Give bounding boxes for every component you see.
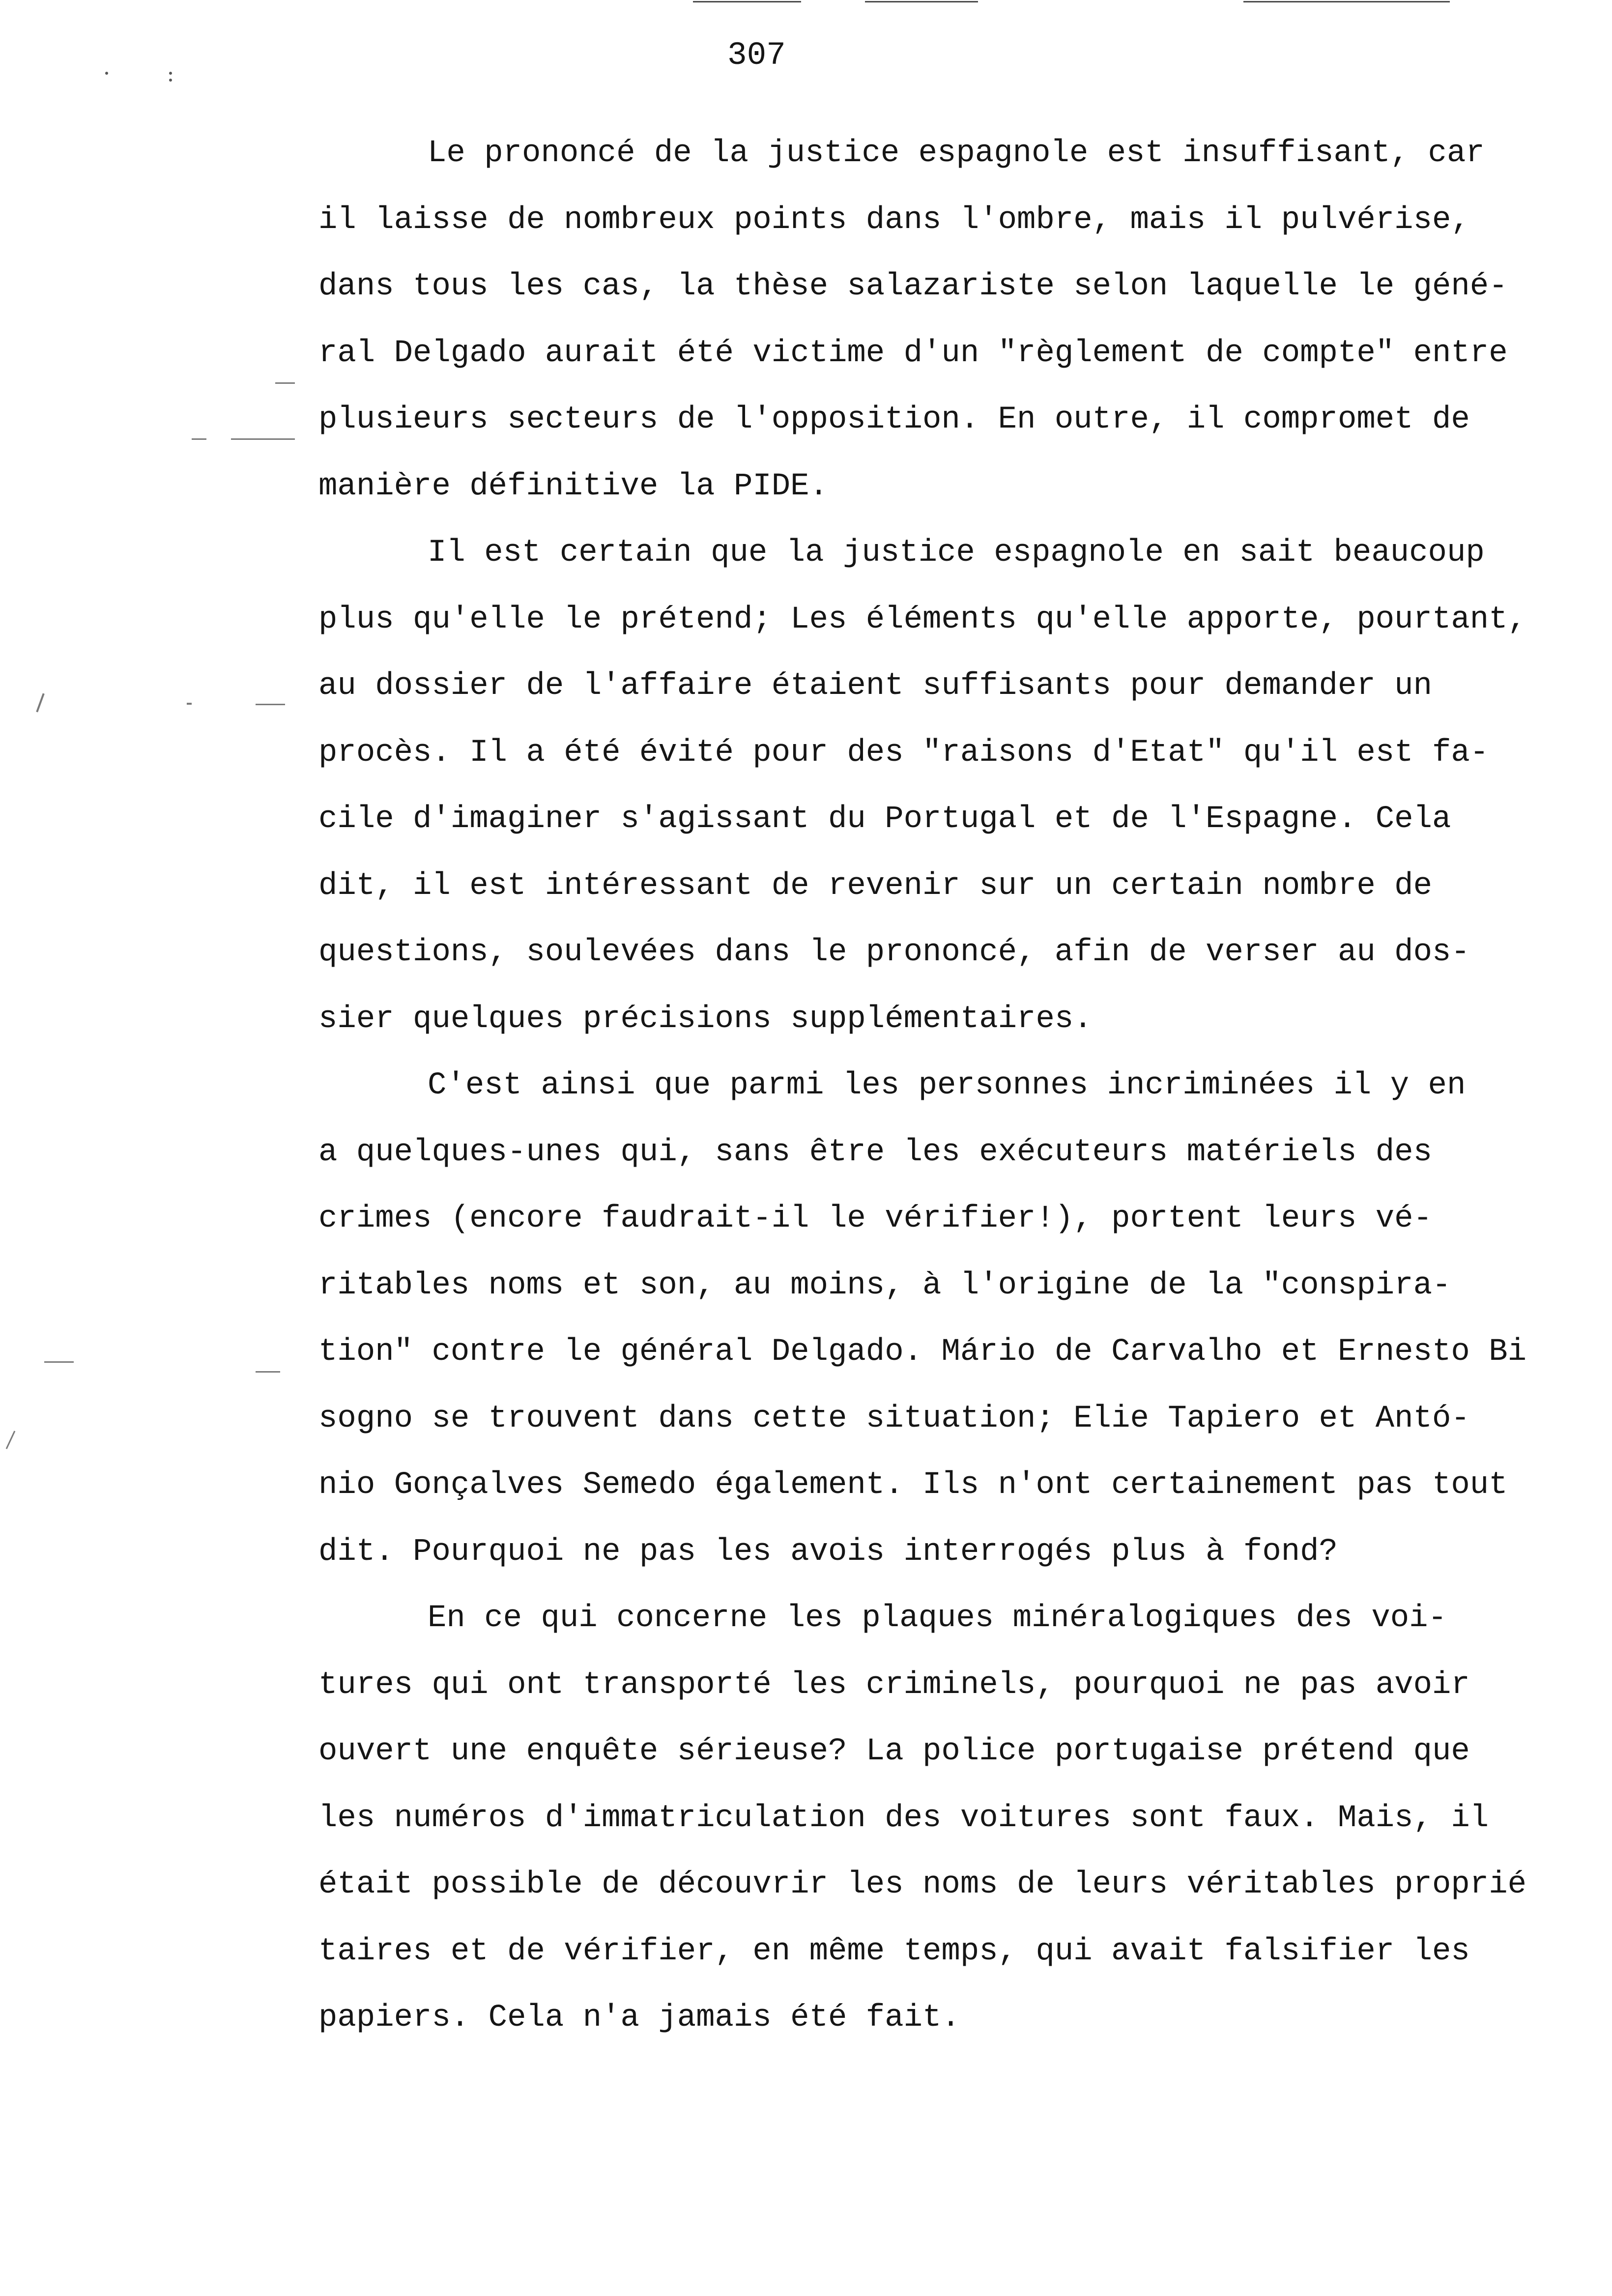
text-line: papiers. Cela n'a jamais été fait.	[318, 2000, 960, 2036]
text-line: ral Delgado aurait été victime d'un "règlement de compte" entre	[318, 335, 1508, 371]
text-line: sier quelques précisions supplémentaires.	[318, 1001, 1093, 1037]
text-line: Le prononcé de la justice espagnole est insuffisant, car	[428, 136, 1485, 171]
margin-mark	[105, 72, 108, 75]
text-line: nio Gonçalves Semedo également. Ils n'ont certainement pas tout	[318, 1467, 1508, 1503]
margin-mark	[44, 1361, 74, 1363]
margin-mark	[6, 1431, 16, 1449]
text-line: tures qui ont transporté les criminels, pourquoi ne pas avoir	[318, 1667, 1470, 1703]
text-line: plusieurs secteurs de l'opposition. En outre, il compromet de	[318, 402, 1470, 437]
text-line: C'est ainsi que parmi les personnes incriminées il y en	[428, 1068, 1466, 1103]
page-number: 307	[727, 37, 786, 74]
text-line: ritables noms et son, au moins, à l'origine de la "conspira-	[318, 1267, 1451, 1303]
margin-mark	[256, 704, 285, 705]
text-line: procès. Il a été évité pour des "raisons d'Etat" qu'il est fa-	[318, 735, 1489, 771]
text-line: crimes (encore faudrait-il le vérifier!), portent leurs vé-	[318, 1201, 1432, 1236]
margin-mark	[256, 1371, 280, 1373]
top-rule	[865, 1, 978, 2]
text-line: ouvert une enquête sérieuse? La police portugaise prétend que	[318, 1734, 1470, 1769]
text-line: dans tous les cas, la thèse salazariste selon laquelle le géné-	[318, 269, 1508, 304]
text-line: plus qu'elle le prétend; Les éléments qu'elle apporte, pourtant,	[318, 602, 1526, 637]
margin-mark	[36, 693, 44, 713]
text-line: les numéros d'immatriculation des voitures sont faux. Mais, il	[318, 1800, 1489, 1836]
text-line: sogno se trouvent dans cette situation; Elie Tapiero et Antó-	[318, 1401, 1470, 1436]
top-rule	[1243, 1, 1450, 2]
margin-mark	[187, 703, 192, 705]
margin-mark	[169, 79, 172, 82]
margin-mark	[231, 438, 295, 440]
text-line: dit, il est intéressant de revenir sur un certain nombre de	[318, 868, 1432, 904]
text-line: au dossier de l'affaire étaient suffisants pour demander un	[318, 668, 1432, 704]
text-line: manière définitive la PIDE.	[318, 468, 828, 504]
text-line: tion" contre le général Delgado. Mário de Carvalho et Ernesto Bi	[318, 1334, 1526, 1370]
text-line: a quelques-unes qui, sans être les exécuteurs matériels des	[318, 1134, 1432, 1170]
text-line: il laisse de nombreux points dans l'ombre, mais il pulvérise,	[318, 202, 1470, 238]
margin-mark	[192, 438, 206, 440]
text-line: cile d'imaginer s'agissant du Portugal et de l'Espagne. Cela	[318, 802, 1451, 837]
text-line: Il est certain que la justice espagnole en sait beaucoup	[428, 535, 1485, 571]
text-line: dit. Pourquoi ne pas les avois interrogés plus à fond?	[318, 1534, 1338, 1570]
text-line: questions, soulevées dans le prononcé, afin de verser au dos-	[318, 935, 1470, 970]
text-line: taires et de vérifier, en même temps, qui avait falsifier les	[318, 1933, 1470, 1969]
text-line: était possible de découvrir les noms de leurs véritables proprié	[318, 1867, 1526, 1902]
text-line: En ce qui concerne les plaques minéralogiques des voi-	[428, 1601, 1447, 1636]
margin-mark	[275, 382, 295, 384]
top-rule	[693, 1, 801, 2]
margin-mark	[169, 72, 172, 75]
